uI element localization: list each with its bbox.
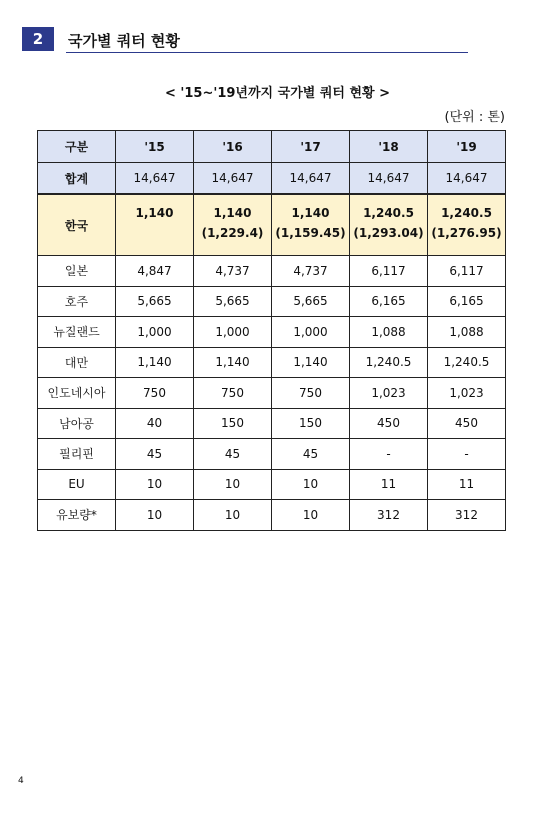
table-cell: 6,117: [428, 256, 506, 287]
cell-value: 1,240.5: [363, 206, 414, 220]
table-cell: [194, 194, 272, 256]
table-cell: 6,165: [350, 286, 428, 317]
table-row: [38, 256, 506, 287]
quota-table: [37, 130, 506, 531]
row-label: 호주: [38, 286, 116, 317]
table-cell: 4,847: [116, 256, 194, 287]
table-cell: 5,665: [116, 286, 194, 317]
row-label: 필리핀: [38, 439, 116, 470]
table-row: [38, 500, 506, 531]
cell-value: 1,140: [291, 206, 330, 220]
table-cell: 312: [350, 500, 428, 531]
korea-row: [38, 194, 506, 256]
table-cell: 150: [194, 408, 272, 439]
cell-value: 1,140: [135, 206, 174, 220]
table-row: [38, 469, 506, 500]
table-cell: 14,647: [272, 163, 350, 195]
table-cell: -: [350, 439, 428, 470]
section-title: 국가별 쿼터 현황: [68, 32, 180, 50]
table-cell: 5,665: [272, 286, 350, 317]
table-cell: 1,088: [428, 317, 506, 348]
table-cell: 450: [428, 408, 506, 439]
table-cell: 1,140: [194, 347, 272, 378]
row-label: 합계: [38, 163, 116, 195]
table-cell: 450: [350, 408, 428, 439]
table-cell: 4,737: [194, 256, 272, 287]
table-cell: 45: [116, 439, 194, 470]
table-cell: 1,000: [272, 317, 350, 348]
table-row: [38, 408, 506, 439]
cell-subvalue: (1,293.04): [353, 226, 424, 240]
section-header: [22, 27, 468, 53]
row-label: EU: [38, 469, 116, 500]
table-cell: 6,117: [350, 256, 428, 287]
section-divider: [66, 52, 468, 53]
table-row: [38, 317, 506, 348]
row-label: 유보량*: [38, 500, 116, 531]
table-cell: 1,023: [350, 378, 428, 409]
table-cell: 1,140: [116, 347, 194, 378]
row-label: 뉴질랜드: [38, 317, 116, 348]
table-cell: 11: [350, 469, 428, 500]
table-cell: 1,140: [272, 347, 350, 378]
table-cell: 14,647: [116, 163, 194, 195]
column-header: '16: [194, 131, 272, 163]
cell-subvalue: (1,229.4): [201, 226, 264, 240]
column-header: '17: [272, 131, 350, 163]
table-cell: 750: [272, 378, 350, 409]
table-cell: 14,647: [194, 163, 272, 195]
table-cell: 750: [116, 378, 194, 409]
column-header: '19: [428, 131, 506, 163]
table-cell: 14,647: [350, 163, 428, 195]
table-cell: 6,165: [428, 286, 506, 317]
table-cell: 150: [272, 408, 350, 439]
table-cell: 14,647: [428, 163, 506, 195]
column-header: '18: [350, 131, 428, 163]
table-cell: 750: [194, 378, 272, 409]
row-label: 남아공: [38, 408, 116, 439]
table-cell: [350, 194, 428, 256]
table-cell: 10: [194, 469, 272, 500]
row-label: 인도네시아: [38, 378, 116, 409]
table-caption: < '15~'19년까지 국가별 쿼터 현황 >: [164, 86, 391, 101]
table-cell: 312: [428, 500, 506, 531]
table-cell: [272, 194, 350, 256]
row-label: 대만: [38, 347, 116, 378]
table-cell: [428, 194, 506, 256]
table-cell: 1,240.5: [350, 347, 428, 378]
table-cell: 4,737: [272, 256, 350, 287]
table-cell: 1,000: [194, 317, 272, 348]
table-cell: 10: [272, 469, 350, 500]
table-cell: 10: [194, 500, 272, 531]
table-cell: 1,000: [116, 317, 194, 348]
table-header-row: [38, 131, 506, 163]
total-row: [38, 163, 506, 195]
table-cell: 10: [116, 469, 194, 500]
table-row: [38, 378, 506, 409]
table-cell: 40: [116, 408, 194, 439]
section-number: 2: [22, 27, 54, 51]
table-cell: 1,240.5: [428, 347, 506, 378]
row-label: 일본: [38, 256, 116, 287]
cell-subvalue: (1,276.95): [431, 226, 502, 240]
row-label: 한국: [38, 194, 116, 256]
table-cell: 1,023: [428, 378, 506, 409]
table-cell: 11: [428, 469, 506, 500]
table-cell: 10: [116, 500, 194, 531]
table-cell: [116, 194, 194, 256]
cell-value: 1,240.5: [441, 206, 492, 220]
table-row: [38, 439, 506, 470]
table-cell: 45: [194, 439, 272, 470]
table-cell: 5,665: [194, 286, 272, 317]
column-header: '15: [116, 131, 194, 163]
table-cell: 10: [272, 500, 350, 531]
table-cell: -: [428, 439, 506, 470]
unit-label: (단위 : 톤): [444, 110, 505, 125]
page-number: 4: [18, 776, 24, 786]
table-row: [38, 347, 506, 378]
table-cell: 45: [272, 439, 350, 470]
table-row: [38, 286, 506, 317]
column-header: 구분: [38, 131, 116, 163]
cell-subvalue: (1,159.45): [275, 226, 346, 240]
cell-value: 1,140: [213, 206, 252, 220]
table-cell: 1,088: [350, 317, 428, 348]
